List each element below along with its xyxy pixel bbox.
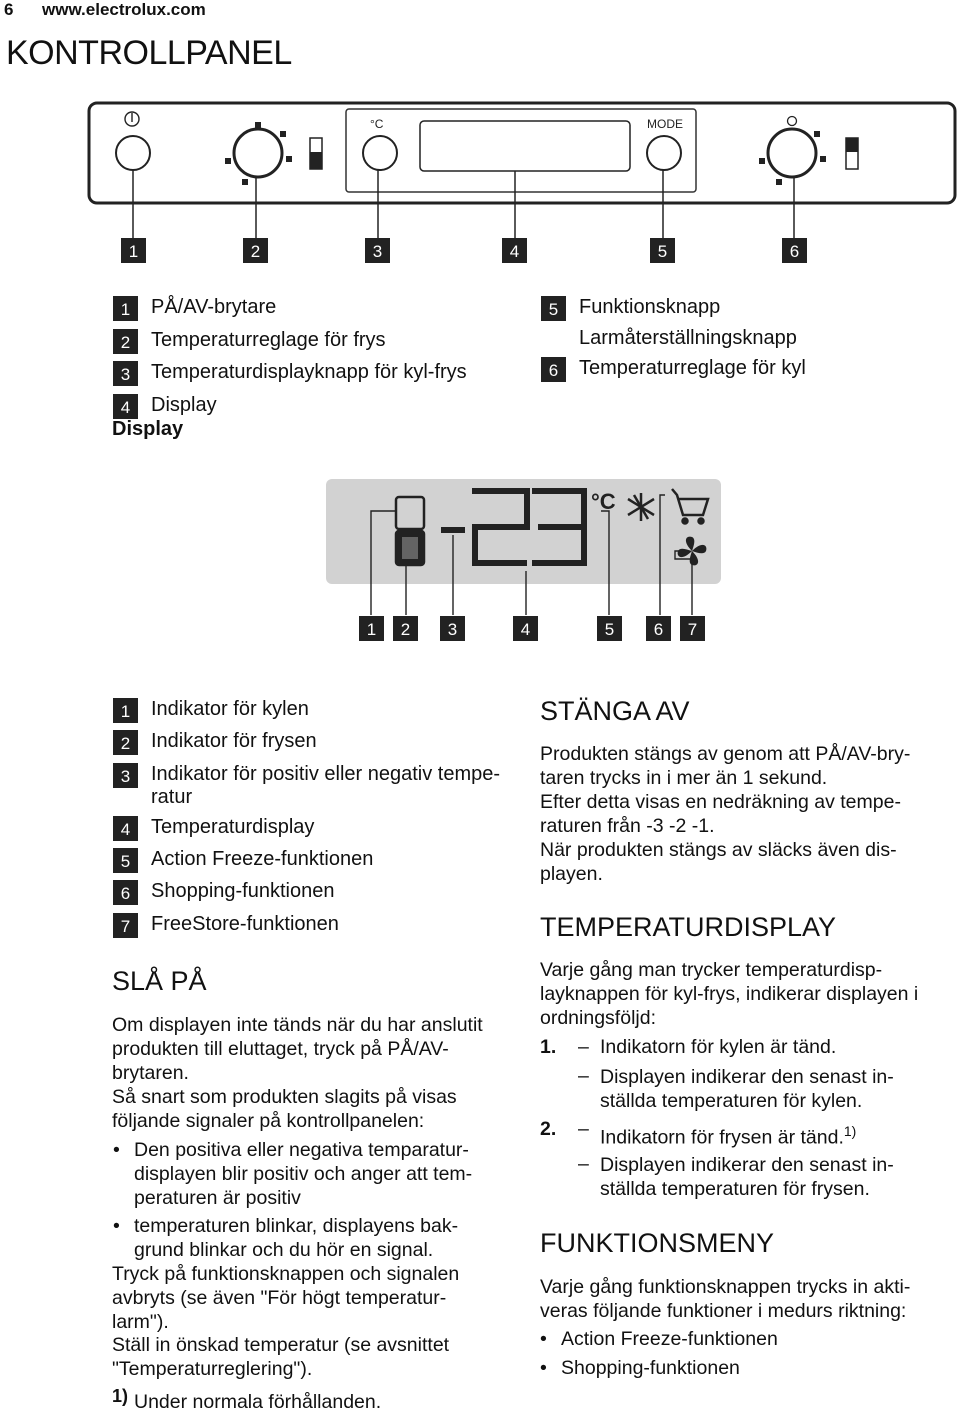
page-number: 6 bbox=[4, 0, 14, 19]
panel-number-3: 3 bbox=[365, 238, 390, 263]
temp-display-button bbox=[363, 136, 397, 170]
temperaturdisplay-heading: TEMPERATURDISPLAY bbox=[540, 912, 837, 942]
footnote-text: Under normala förhållanden. bbox=[134, 1391, 382, 1413]
step-1-sub-text: Displayen indikerar den senast in- ställda temperaturen för kylen. bbox=[600, 1066, 894, 1112]
funktionsmeny-intro: Varje gång funktionsknappen trycks in akti- veras följande funktioner i medurs riktning: bbox=[540, 1276, 911, 1322]
sla-pa-paragraph-2: Så snart som produkten slagits på visas följande signaler på kontrollpanelen: bbox=[112, 1086, 457, 1132]
mode-label: MODE bbox=[647, 117, 683, 131]
display-number-3: 3 bbox=[440, 616, 465, 641]
step-1-dash: – bbox=[578, 1036, 589, 1058]
display-legend-subline: ratur bbox=[151, 786, 193, 808]
panel-number-5: 5 bbox=[650, 238, 675, 263]
sla-pa-heading: SLÅ PÅ bbox=[112, 966, 207, 996]
step-2-text: Indikatorn för frysen är tänd.$^{1)}$ bbox=[600, 1123, 857, 1149]
display-number-2: 2 bbox=[393, 616, 418, 641]
step-2-number: 2. bbox=[540, 1118, 557, 1140]
stanga-av-paragraph: Produkten stängs av genom att PÅ/AV-bry- taren trycks in i mer än 1 sekund. Efter detta visas en nedräkning av tempe- raturen från -3 -2 -1. När produkten stängs av släcks även dis- playen. bbox=[540, 743, 911, 885]
step-2-sub-text: Displayen indikerar den senast in- ställda temperaturen för frysen. bbox=[600, 1154, 894, 1200]
display-number-5: 5 bbox=[597, 616, 622, 641]
step-1-text: Indikatorn för kylen är tänd. bbox=[600, 1036, 837, 1058]
sla-pa-paragraph-1: Om displayen inte tänds när du har anslutit produkten till eluttaget, tryck på PÅ/AV- brytaren. bbox=[112, 1014, 483, 1084]
power-button bbox=[116, 136, 150, 170]
freezer-knob bbox=[234, 129, 282, 177]
funktionsmeny-heading: FUNKTIONSMENY bbox=[540, 1228, 775, 1258]
display-heading: Display bbox=[112, 418, 184, 440]
step-1-sub-dash: – bbox=[578, 1065, 589, 1087]
step-2-dash: – bbox=[578, 1118, 589, 1140]
step-2-sub-dash: – bbox=[578, 1153, 589, 1175]
stanga-av-heading: STÄNGA AV bbox=[540, 696, 690, 726]
celsius-label: °C bbox=[370, 117, 384, 131]
section-title: KONTROLLPANEL bbox=[6, 34, 292, 72]
fridge-knob bbox=[768, 129, 816, 177]
fridge-indicator bbox=[396, 497, 424, 529]
panel-number-2: 2 bbox=[243, 238, 268, 263]
panel-number-6: 6 bbox=[782, 238, 807, 263]
celsius-symbol: °C bbox=[591, 489, 616, 514]
panel-legend-subitem: Larmåterställningsknapp bbox=[579, 327, 797, 349]
minus-indicator bbox=[441, 527, 465, 533]
panel-number-1: 1 bbox=[121, 238, 146, 263]
footnote-mark: 1) bbox=[112, 1386, 129, 1406]
site-url: www.electrolux.com bbox=[42, 0, 206, 19]
step-1-number: 1. bbox=[540, 1036, 557, 1058]
display-number-1: 1 bbox=[359, 616, 384, 641]
panel-number-4: 4 bbox=[502, 238, 527, 263]
sla-pa-paragraph-3: Tryck på funktionsknappen och signalen avbryts (se även "För högt temperatur- larm"). bbox=[112, 1263, 460, 1333]
mode-button bbox=[647, 136, 681, 170]
display-number-4: 4 bbox=[513, 616, 538, 641]
temperaturdisplay-intro: Varje gång man trycker temperaturdisp- layknappen för kyl-frys, indikerar displayen i ordningsföljd: bbox=[540, 959, 919, 1029]
display-window bbox=[420, 121, 630, 171]
display-number-7: 7 bbox=[680, 616, 705, 641]
display-number-6: 6 bbox=[646, 616, 671, 641]
sla-pa-paragraph-4: Ställ in önskad temperatur (se avsnittet "Temperaturreglering"). bbox=[112, 1334, 450, 1380]
